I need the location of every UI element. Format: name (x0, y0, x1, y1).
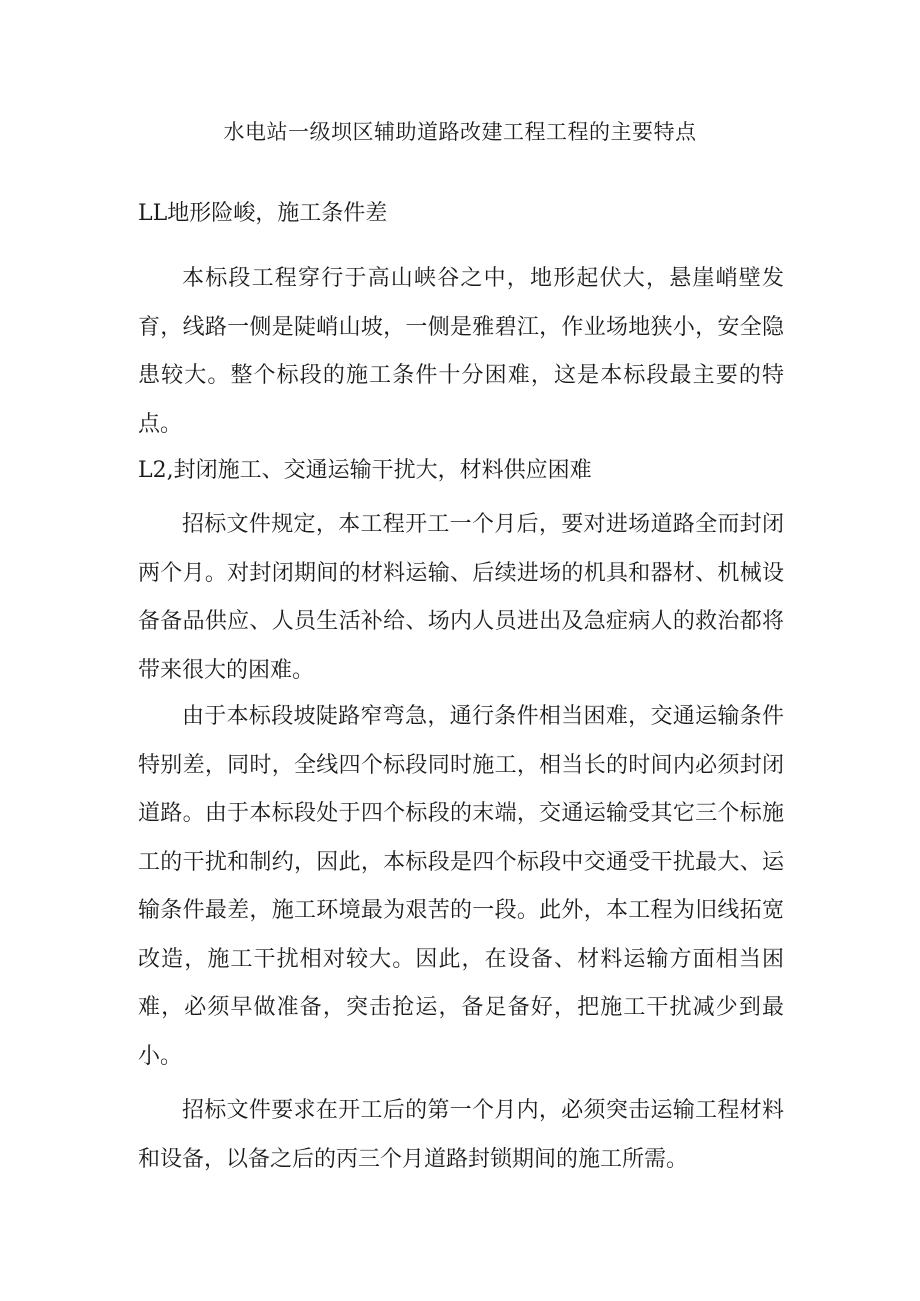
document-title: 水电站一级坝区辅助道路改建工程工程的主要特点 (223, 120, 697, 144)
section-2-paragraph-3: 招标文件要求在开工后的第一个月内，必须突击运输工程材料和设备，以备之后的丙三个月道路封锁期间的施工所需。 (138, 1098, 784, 1172)
section-2-paragraph-2: 由于本标段坡陡路窄弯急，通行条件相当困难，交通运输条件特别差，同时，全线四个标段同时施工，相当长的时间内必须封闭道路。由于本标段处于四个标段的末端，交通运输受其它三个标施工的干扰和制约，因此，本标段是四个标段中交通受干扰最大、运输条件最差，施工环境最为艰苦的一段。此外，本工程为旧线拓宽改造，施工干扰相对较大。因此，在设备、材料运输方面相当困难，必须早做准备，突击抢运，备足备好，把施工干扰减少到最小。 (138, 704, 784, 1069)
section-heading-2: L2,封闭施工、交通运输干扰大，材料供应困难 (138, 458, 592, 483)
section-1-paragraph: 本标段工程穿行于高山峡谷之中，地形起伏大，悬崖峭壁发育，线路一侧是陡峭山坡，一侧是雅碧江，作业场地狭小，安全隐患较大。整个标段的施工条件十分困难，这是本标段最主要的特点。 (138, 266, 784, 437)
section-2-paragraph-1: 招标文件规定，本工程开工一个月后，要对进场道路全而封闭两个月。对封闭期间的材料运输、后续进场的机具和器材、机械设备备品供应、人员生活补给、场内人员进出及急症病人的救治都将带来很大的困难。 (138, 512, 784, 683)
section-heading-1: LL地形险峻，施工条件差 (138, 201, 388, 226)
